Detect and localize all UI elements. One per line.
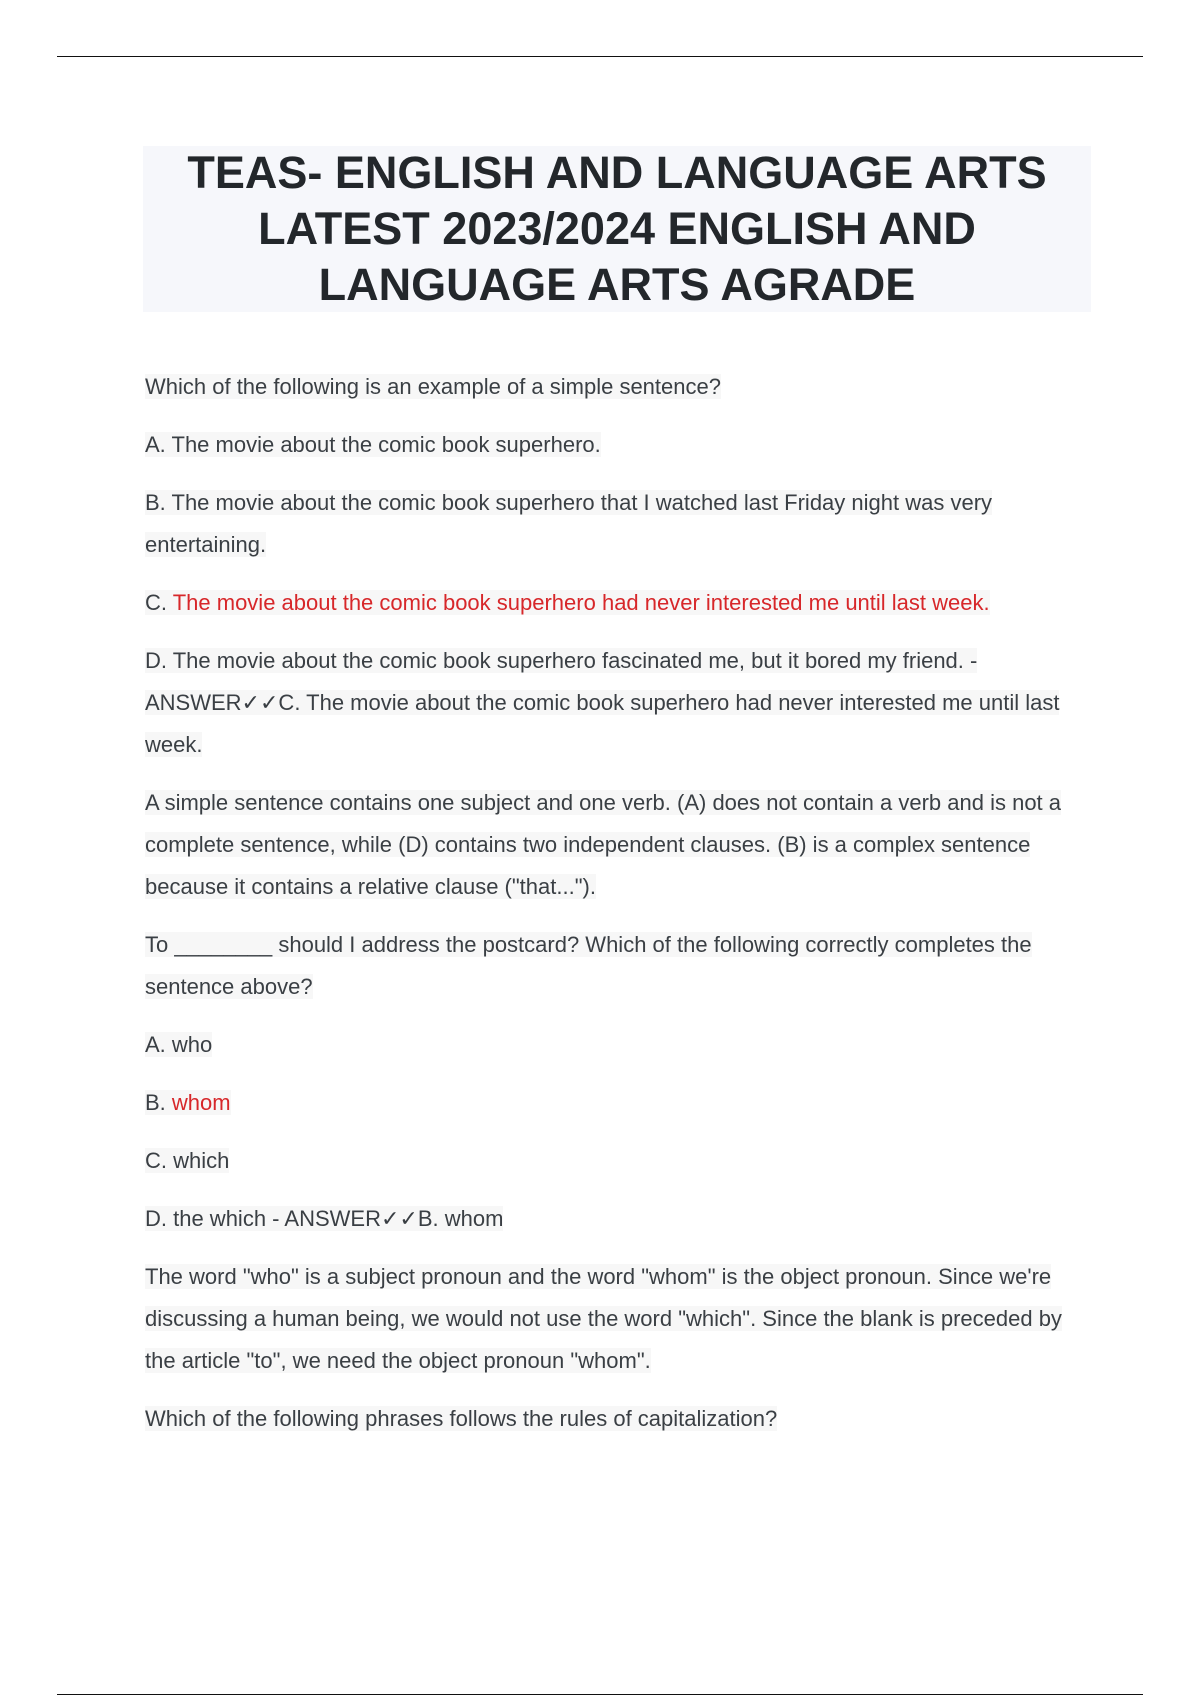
q1-option-c: C. The movie about the comic book superhero had never interested me until last week. bbox=[145, 590, 990, 615]
q2-question: To ________ should I address the postcard? Which of the following correctly completes the sentence above? bbox=[145, 932, 1032, 999]
q3-question: Which of the following phrases follows the rules of capitalization? bbox=[145, 1406, 778, 1431]
document-title bbox=[187, 145, 1046, 313]
q2-option-d-answer: D. the which - ANSWER✓✓B. whom bbox=[145, 1206, 504, 1231]
q1-question: Which of the following is an example of a simple sentence? bbox=[145, 374, 721, 399]
q1-option-a: A. The movie about the comic book superhero. bbox=[145, 432, 601, 457]
q2-option-c: C. which bbox=[145, 1148, 230, 1173]
title-line-1: TEAS- ENGLISH AND LANGUAGE ARTS bbox=[187, 147, 1047, 198]
q2-explanation: The word "who" is a subject pronoun and the word "whom" is the object pronoun. Since we're discussing a human being, we would not use the word "which". Since the blank is preceded by the article "to", we need the object pronoun "whom". bbox=[145, 1264, 1062, 1373]
q1-explanation: A simple sentence contains one subject and one verb. (A) does not contain a verb and is not a complete sentence, while (D) contains two independent clauses. (B) is a complex sentence because it contains a relative clause ("that..."). bbox=[145, 790, 1062, 899]
bottom-rule bbox=[57, 1694, 1143, 1695]
q1-option-d-answer: D. The movie about the comic book superhero fascinated me, but it bored my friend. - ANSWER✓✓C. The movie about the comic book superhero had never interested me until last week. bbox=[145, 648, 1060, 757]
top-rule bbox=[57, 56, 1143, 57]
q2-option-a: A. who bbox=[145, 1032, 213, 1057]
correct-answer-highlight: whom bbox=[171, 1090, 231, 1115]
q2-option-b: B. whom bbox=[145, 1090, 231, 1115]
q1-option-b: B. The movie about the comic book superhero that I watched last Friday night was very entertaining. bbox=[145, 490, 993, 557]
title-box bbox=[143, 146, 1091, 312]
title-line-3: LANGUAGE ARTS AGRADE bbox=[318, 259, 916, 310]
correct-answer-highlight: The movie about the comic book superhero had never interested me until last week. bbox=[172, 590, 990, 615]
document-body bbox=[145, 366, 1095, 1456]
title-line-2: LATEST 2023/2024 ENGLISH AND bbox=[258, 203, 976, 254]
